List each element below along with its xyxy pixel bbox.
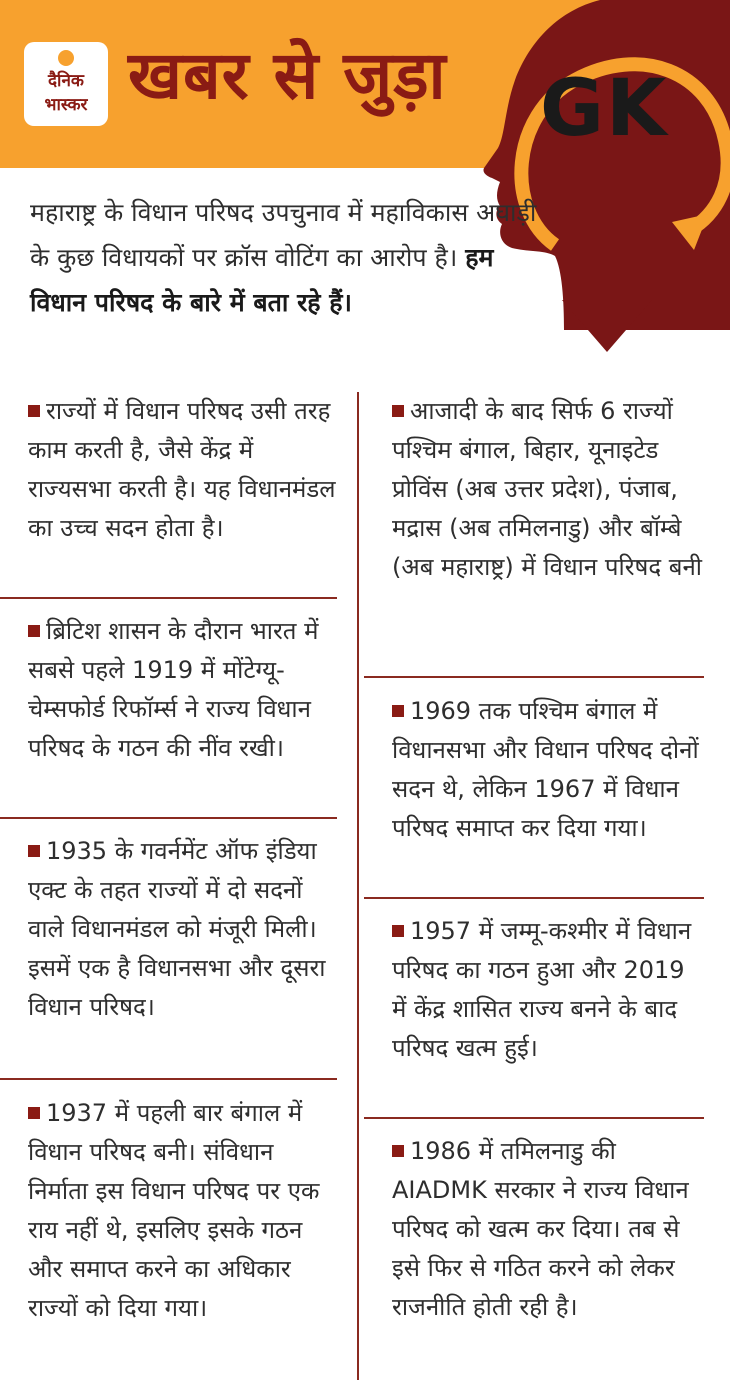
- fact-item-left-3: 1935 के गवर्नमेंट ऑफ इंडिया एक्ट के तहत राज्यों में दो सदनों वाले विधानमंडल को मंजूरी मिली। इसमें एक है विधानसभा और दूसरा विधान परिषद।: [28, 837, 326, 1021]
- bullet-icon: [392, 705, 404, 717]
- logo-text-line2: भास्कर: [44, 95, 88, 115]
- bullet-icon: [28, 845, 40, 857]
- fact-item-left-2: ब्रिटिश शासन के दौरान भारत में सबसे पहले 1919 में मोंटेग्यू-चेम्सफोर्ड रिफॉर्म्स ने राज्य विधान परिषद के गठन की नींव रखी।: [28, 617, 319, 762]
- bullet-icon: [392, 1145, 404, 1157]
- fact-item-right-3: 1957 में जम्मू-कश्मीर में विधान परिषद का गठन हुआ और 2019 में केंद्र शासित राज्य बनने के बाद परिषद खत्म हुई।: [392, 917, 692, 1062]
- logo-text-line1: दैनिक: [48, 71, 84, 91]
- fact-item-left-1: राज्यों में विधान परिषद उसी तरह काम करती है, जैसे केंद्र में राज्यसभा करती है। यह विधानमंडल का उच्च सदन होता है।: [28, 397, 336, 542]
- separator: [0, 597, 337, 599]
- fact-item-right-1: आजादी के बाद सिर्फ 6 राज्यों पश्चिम बंगाल, बिहार, यूनाइटेड प्रोविंस (अब उत्तर प्रदेश), पंजाब, मद्रास (अब तमिलनाडु) और बॉम्बे (अब महाराष्ट्र) में विधान परिषद बनी: [392, 397, 702, 581]
- separator: [364, 676, 704, 678]
- fact-item-right-4: 1986 में तमिलनाडु की AIADMK सरकार ने राज्य विधान परिषद को खत्म कर दिया। तब से इसे फिर से गठित करने को लेकर राजनीति होती रही है।: [392, 1137, 689, 1321]
- bullet-icon: [392, 405, 404, 417]
- separator: [0, 817, 337, 819]
- fact-item-right-2: 1969 तक पश्चिम बंगाल में विधानसभा और विधान परिषद दोनों सदन थे, लेकिन 1967 में विधान परिषद समाप्त कर दिया गया।: [392, 697, 699, 842]
- intro-bold-text: हम विधान परिषद के बारे में बता रहे हैं।: [30, 243, 494, 317]
- bullet-icon: [28, 625, 40, 637]
- bullet-icon: [28, 405, 40, 417]
- bullet-icon: [28, 1107, 40, 1119]
- gk-badge: GK: [540, 64, 669, 154]
- bullet-icon: [392, 925, 404, 937]
- separator: [0, 1078, 337, 1080]
- intro-text: महाराष्ट्र के विधान परिषद उपचुनाव में महाविकास अघाड़ी के कुछ विधायकों पर क्रॉस वोटिंग का आरोप है।: [30, 198, 537, 272]
- fact-item-left-4: 1937 में पहली बार बंगाल में विधान परिषद बनी। संविधान निर्माता इस विधान परिषद पर एक राय नहीं थे, इसलिए इसके गठन और समाप्त करने का अधिकार राज्यों को दिया गया।: [28, 1099, 320, 1322]
- intro-paragraph: [30, 190, 550, 325]
- column-divider: [357, 392, 359, 1380]
- separator: [364, 1117, 704, 1119]
- separator: [364, 897, 704, 899]
- page-title: खबर से जुड़ा: [128, 37, 447, 114]
